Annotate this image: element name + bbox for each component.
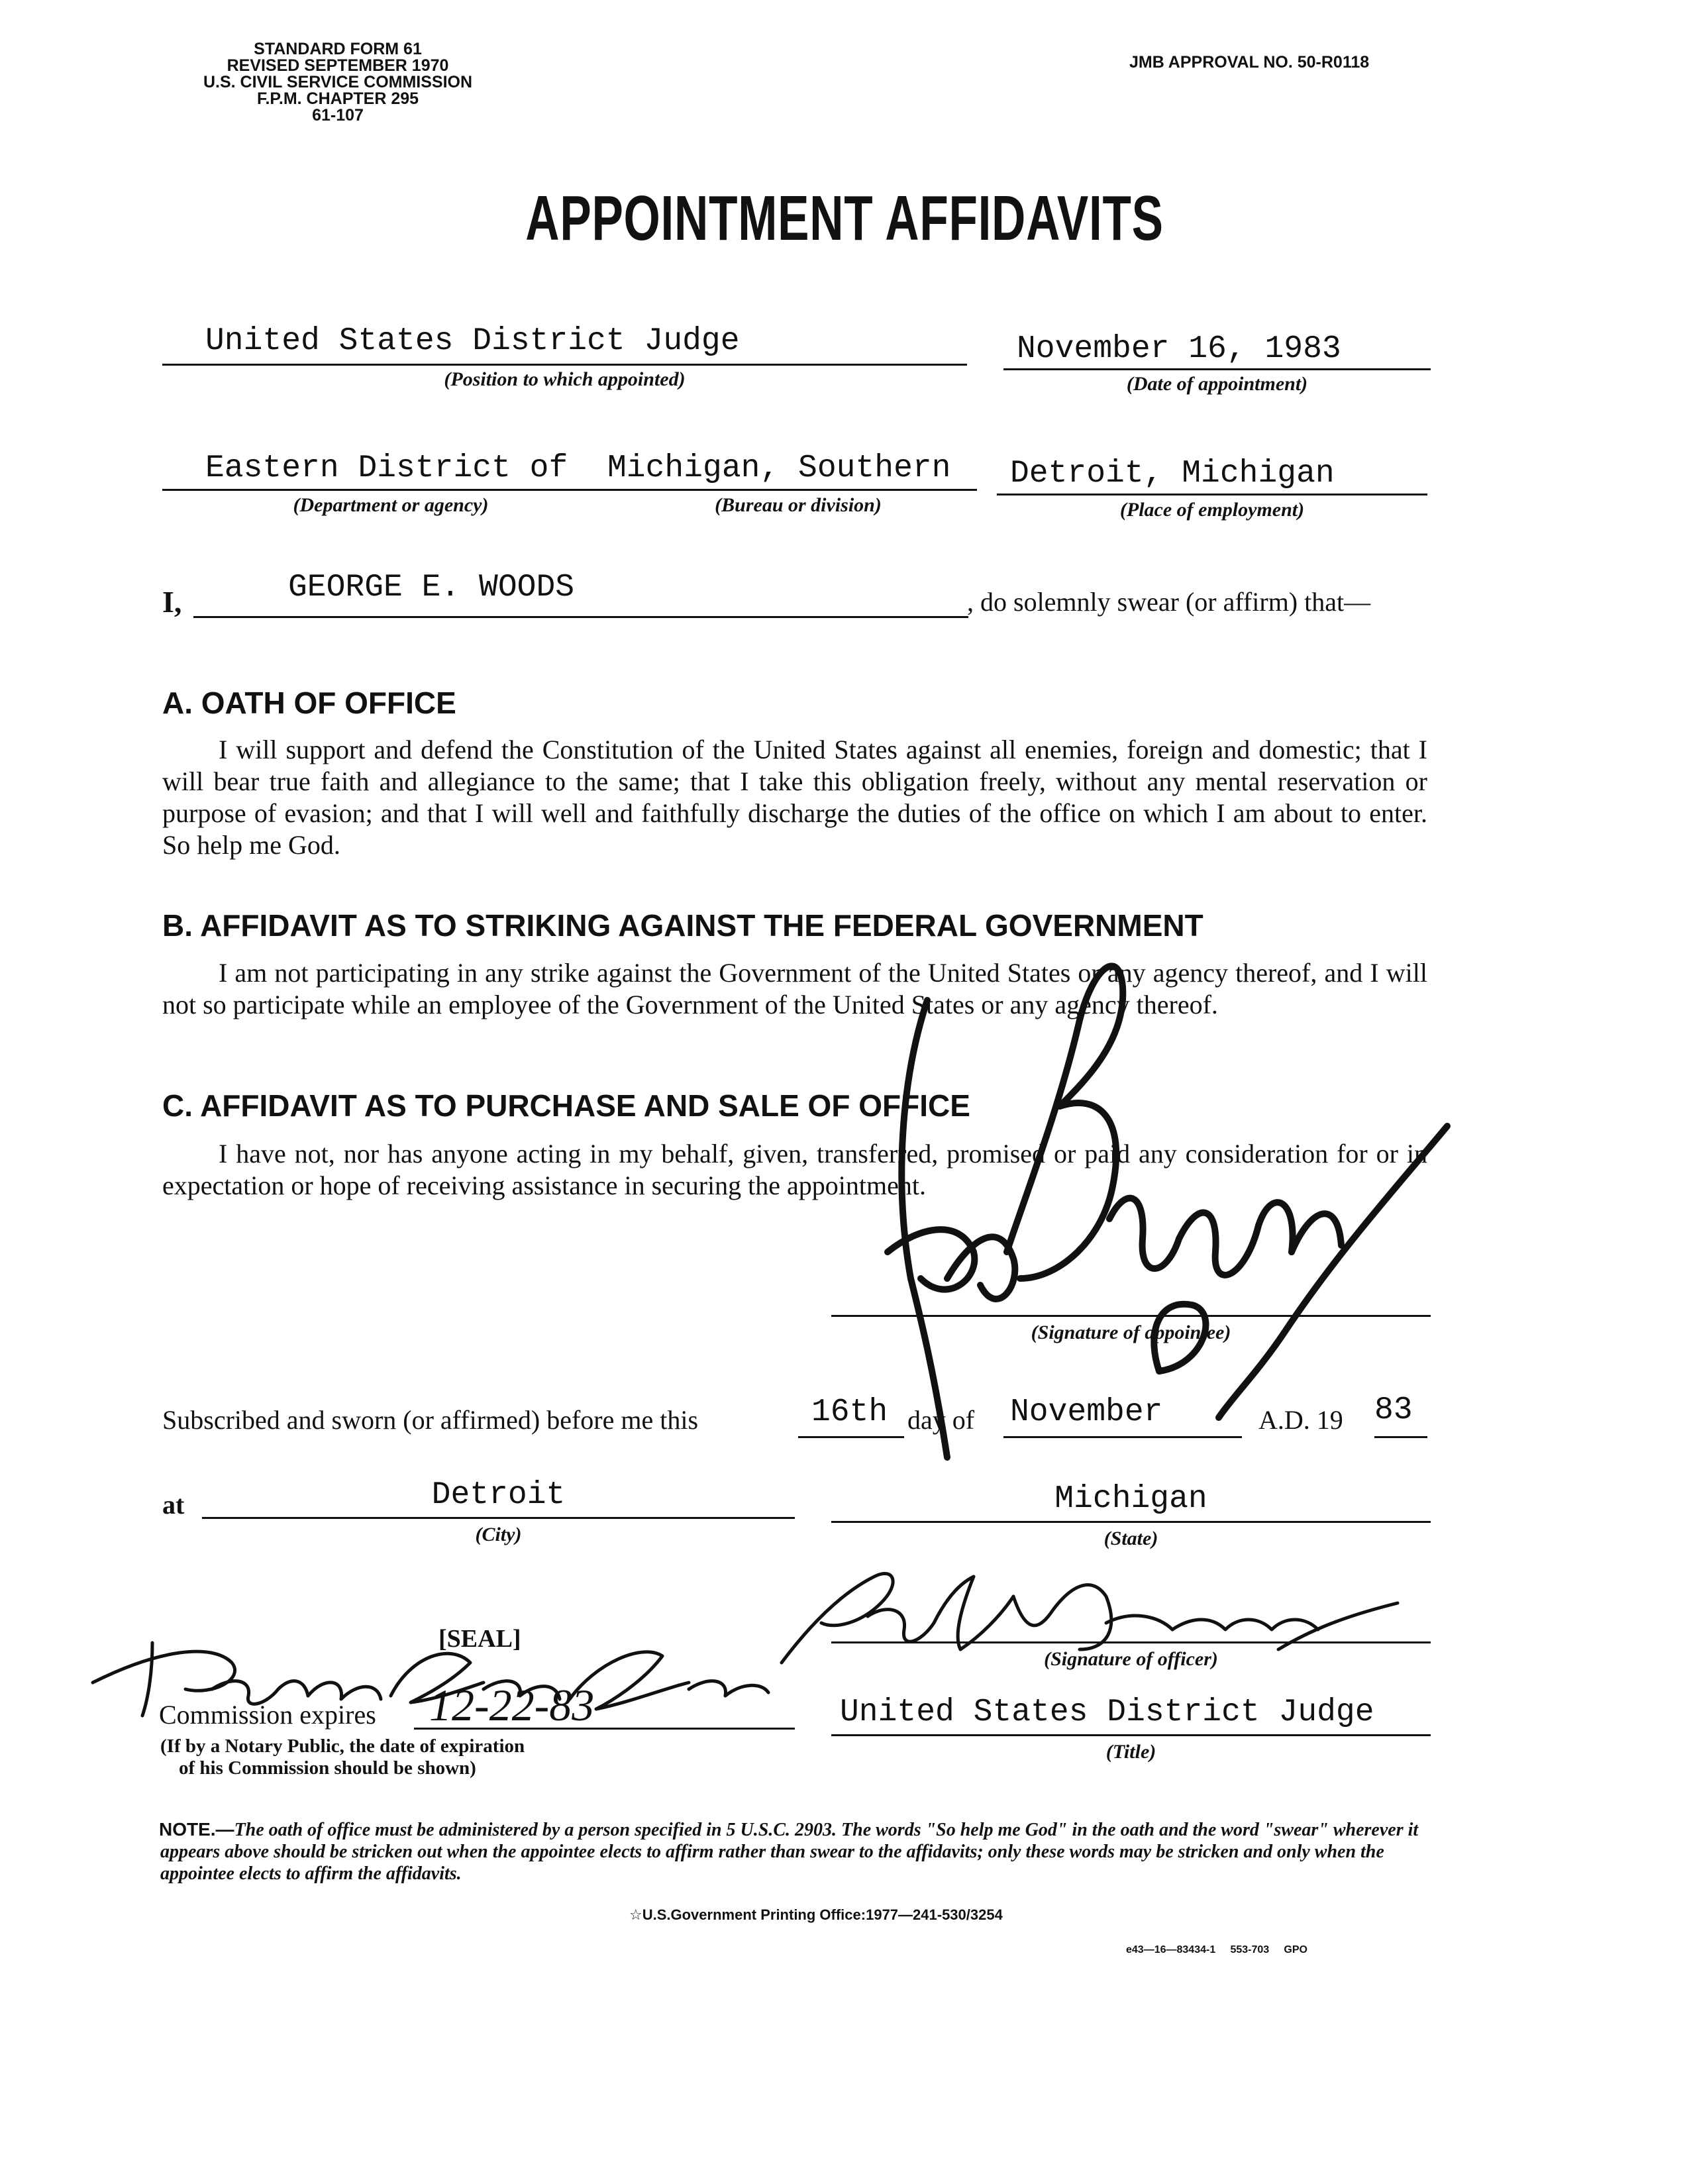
form-codes: e43—16—83434-1 553-703 GPO: [1126, 1944, 1307, 1955]
department-caption: (Department or agency): [293, 494, 489, 516]
place-caption: (Place of employment): [1119, 499, 1305, 521]
sworn-month: November: [1010, 1394, 1163, 1430]
sworn-day: 16th: [811, 1394, 888, 1430]
sworn-day-of: day of: [907, 1405, 975, 1435]
commission-date: 12-22-83: [429, 1680, 595, 1730]
appointee-signature: [848, 908, 1457, 1490]
place-of-employment-value: Detroit, Michigan: [1010, 456, 1335, 492]
note-text: The oath of office must be administered by a person specified in 5 U.S.C. 2903. The words "So help me God" in the oath and the word "swear" wherever it appears above should be stricken out when the appointee elects to affirm rather than swear to the affidavits; only these words may be stricken and only when the appointee elects to affirm the affidavits.: [160, 1820, 1419, 1884]
section-a-heading: A. OATH OF OFFICE: [162, 686, 456, 720]
notary-signature: [79, 1616, 795, 1729]
notary-instruction-line-1: (If by a Notary Public, the date of expiration: [160, 1736, 525, 1757]
at-label: at: [162, 1490, 185, 1520]
sworn-ad: A.D. 19: [1258, 1405, 1343, 1435]
form-agency: U.S. CIVIL SERVICE COMMISSION: [203, 73, 473, 91]
sworn-prefix: Subscribed and sworn (or affirmed) before me this: [162, 1405, 699, 1435]
bureau-value: Michigan, Southern: [607, 450, 951, 486]
page-title: APPOINTMENT AFFIDAVITS: [525, 183, 1164, 254]
form-code: 61-107: [312, 106, 364, 125]
section-c-text: I have not, nor has anyone acting in my behalf, given, transferred, promised or paid any consideration for or in expectation or hope of receiving assistance in securing the appointment.: [162, 1139, 1427, 1200]
form-chapter: F.P.M. CHAPTER 295: [256, 89, 419, 108]
state-caption: (State): [1103, 1528, 1158, 1549]
date-caption: (Date of appointment): [1126, 373, 1308, 395]
state-value: Michigan: [1054, 1481, 1207, 1517]
city-underline: [202, 1517, 795, 1519]
position-caption: (Position to which appointed): [444, 368, 686, 390]
officer-signature-caption: (Signature of officer): [1044, 1648, 1218, 1670]
seal-label: [SEAL]: [438, 1625, 521, 1653]
oath-suffix: , do solemnly swear (or affirm) that—: [967, 587, 1371, 617]
section-b-text: I am not participating in any strike against the Government of the United States or any agency thereof, and I will not so participate while an employee of the Government of the United States or any agency thereof.: [162, 958, 1427, 1019]
section-a-text: I will support and defend the Constitution of the United States against all enemies, foreign and domestic; that I will bear true faith and allegiance to the same; that I take this obligation freely, without any mental reservation or purpose of evasion; and that I will well and faithfully discharge the duties of the office on which I am about to enter. So help me God.: [162, 735, 1427, 860]
sworn-year: 83: [1374, 1392, 1413, 1428]
state-underline: [831, 1521, 1431, 1523]
department-bureau-underline: [162, 489, 977, 491]
oath-prefix: I,: [162, 585, 182, 619]
printing-office-line: ☆U.S.Government Printing Office:1977—241-530/3254: [629, 1906, 1003, 1923]
appointee-signature-caption: (Signature of appointee): [1031, 1322, 1231, 1343]
bureau-caption: (Bureau or division): [715, 494, 882, 516]
position-underline: [162, 364, 967, 366]
appointee-name: GEORGE E. WOODS: [288, 570, 575, 605]
officer-title-value: United States District Judge: [840, 1694, 1374, 1730]
notary-instruction: [160, 1736, 525, 1779]
commission-label: Commission expires: [159, 1700, 376, 1730]
position-value: United States District Judge: [205, 323, 740, 359]
form-identification: [152, 41, 523, 124]
note-label: NOTE.—: [159, 1819, 234, 1840]
section-b-heading: B. AFFIDAVIT AS TO STRIKING AGAINST THE FEDERAL GOVERNMENT: [162, 908, 1203, 943]
date-of-appointment-value: November 16, 1983: [1017, 331, 1341, 367]
notary-instruction-line-2: of his Commission should be shown): [179, 1757, 476, 1779]
officer-signature: [762, 1557, 1424, 1702]
title-underline: [831, 1734, 1431, 1736]
department-value: Eastern District of: [205, 450, 568, 486]
date-underline: [1003, 368, 1431, 370]
officer-title-caption: (Title): [1105, 1741, 1156, 1763]
form-number: STANDARD FORM 61: [254, 40, 422, 58]
section-c-heading: C. AFFIDAVIT AS TO PURCHASE AND SALE OF OFFICE: [162, 1088, 970, 1123]
omb-approval-number: JMB APPROVAL NO. 50-R0118: [1129, 53, 1370, 72]
city-caption: (City): [475, 1524, 522, 1545]
form-revision: REVISED SEPTEMBER 1970: [227, 56, 449, 75]
place-underline: [997, 494, 1427, 495]
city-value: Detroit: [431, 1477, 566, 1513]
name-underline: [193, 616, 968, 618]
note: [160, 1818, 1439, 1885]
